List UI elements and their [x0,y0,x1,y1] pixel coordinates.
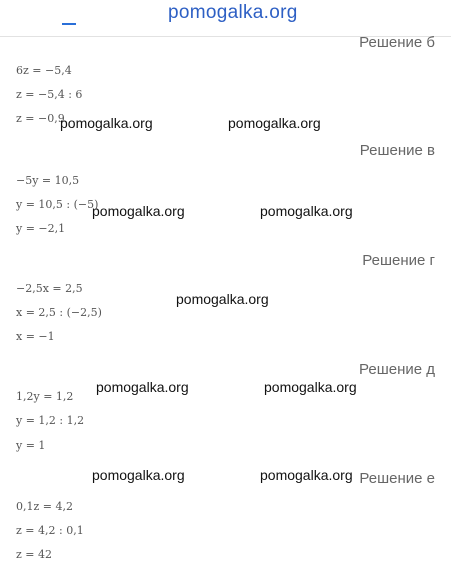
watermark: pomogalka.org [92,467,185,483]
solution-g-line-2: x = 2,5 : (−2,5) [16,306,102,319]
solution-e-title: Решение е [359,470,435,487]
watermark: pomogalka.org [60,115,153,131]
solution-b-line-2: z = −5,4 : 6 [16,88,83,101]
solution-v-line-1: −5y = 10,5 [16,174,80,187]
solution-b-title: Решение б [359,34,435,51]
header-bar [0,0,451,37]
solution-g-line-3: x = −1 [16,330,55,343]
nav-underline [62,23,76,25]
solution-b-line-1: 6z = −5,4 [16,64,72,77]
watermark: pomogalka.org [260,203,353,219]
watermark: pomogalka.org [228,115,321,131]
watermark: pomogalka.org [96,379,189,395]
solution-v-line-3: y = −2,1 [16,222,66,235]
solution-e-line-3: z = 42 [16,548,53,561]
solution-e-line-2: z = 4,2 : 0,1 [16,524,84,537]
solution-d-title: Решение д [359,361,435,378]
watermark: pomogalka.org [260,467,353,483]
solution-g-line-1: −2,5x = 2,5 [16,282,83,295]
solution-g-title: Решение г [362,252,435,269]
watermark: pomogalka.org [264,379,357,395]
solution-v-line-2: y = 10,5 : (−5) [16,198,99,211]
solution-e-line-1: 0,1z = 4,2 [16,500,73,513]
solution-d-line-1: 1,2y = 1,2 [16,390,74,403]
site-logo[interactable]: pomogalka.org [168,2,298,23]
solution-d-line-3: y = 1 [16,439,46,452]
watermark: pomogalka.org [176,291,269,307]
solution-v-title: Решение в [359,142,435,159]
watermark: pomogalka.org [92,203,185,219]
solution-b-line-3: z = −0,9 [16,112,65,125]
solution-d-line-2: y = 1,2 : 1,2 [16,414,85,427]
